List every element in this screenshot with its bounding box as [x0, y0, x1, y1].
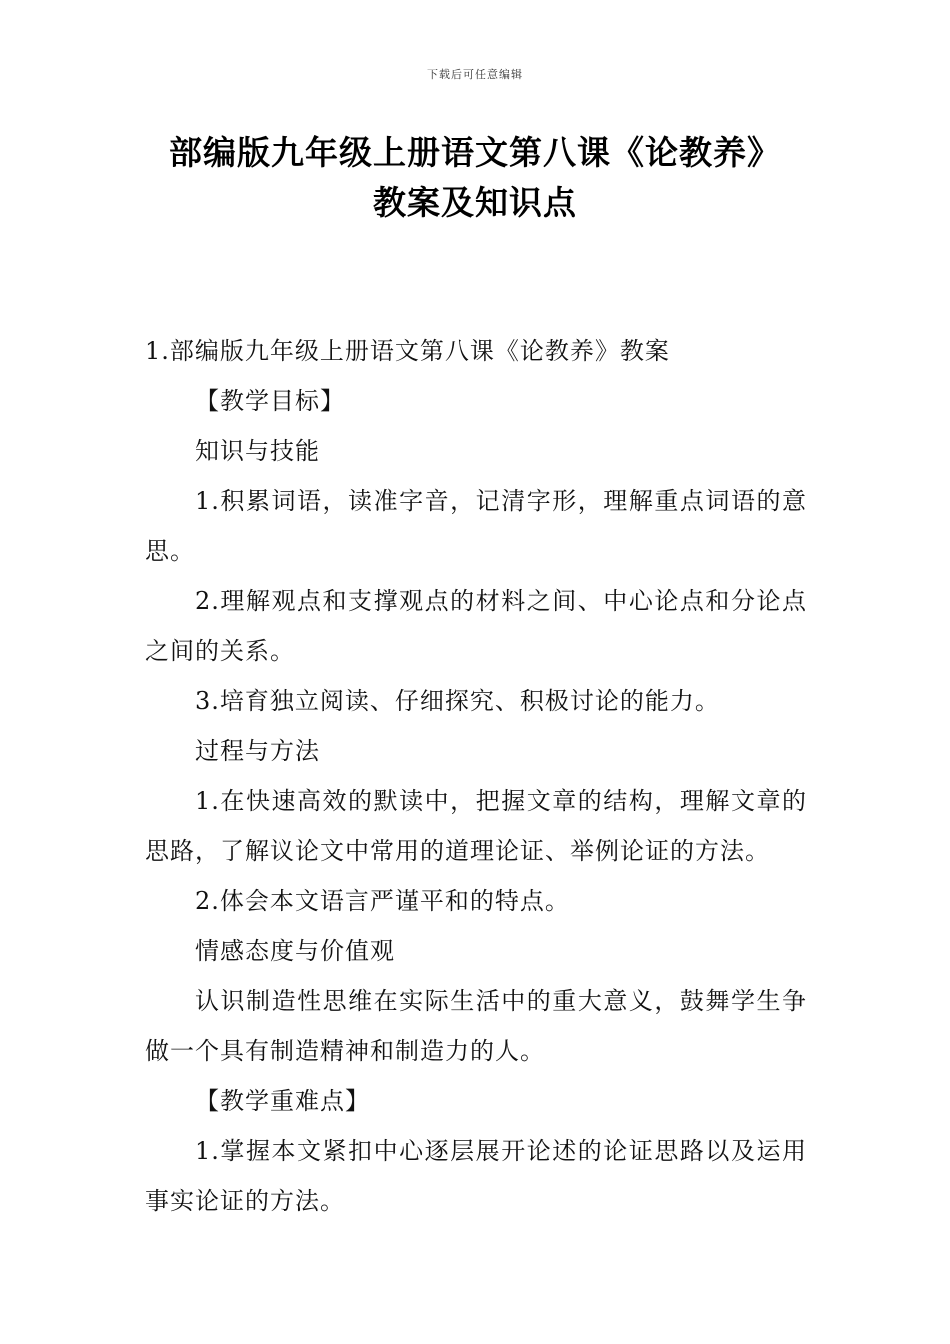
paragraph: 1.掌握本文紧扣中心逐层展开论述的论证思路以及运用事实论证的方法。 — [145, 1137, 807, 1215]
paragraph: 认识制造性思维在实际生活中的重大意义，鼓舞学生争做一个具有制造精神和制造力的人。 — [145, 987, 807, 1065]
title-line-2: 教案及知识点 — [373, 183, 577, 222]
paragraph: 2.体会本文语言严谨平和的特点。 — [195, 887, 570, 915]
subheading-process-method: 过程与方法 — [195, 737, 320, 765]
paragraph: 2.理解观点和支撑观点的材料之间、中心论点和分论点之间的关系。 — [145, 587, 807, 665]
document-title — [60, 128, 890, 228]
subheading-emotion-values: 情感态度与价值观 — [195, 937, 395, 965]
heading-key-difficulties: 【教学重难点】 — [195, 1087, 370, 1115]
title-line-1: 部编版九年级上册语文第八课《论教养》 — [169, 133, 781, 172]
paragraph: 3.培育独立阅读、仔细探究、积极讨论的能力。 — [195, 687, 720, 715]
subheading-knowledge-skills: 知识与技能 — [195, 437, 320, 465]
document-body — [145, 326, 807, 1226]
paragraph: 1.在快速高效的默读中，把握文章的结构，理解文章的思路，了解议论文中常用的道理论证、举例论证的方法。 — [145, 787, 807, 865]
header-note: 下载后可任意编辑 — [427, 68, 523, 81]
section-heading: 1.部编版九年级上册语文第八课《论教养》教案 — [145, 337, 670, 365]
paragraph: 1.积累词语，读准字音，记清字形，理解重点词语的意思。 — [145, 487, 807, 565]
heading-teaching-goals: 【教学目标】 — [195, 387, 345, 415]
